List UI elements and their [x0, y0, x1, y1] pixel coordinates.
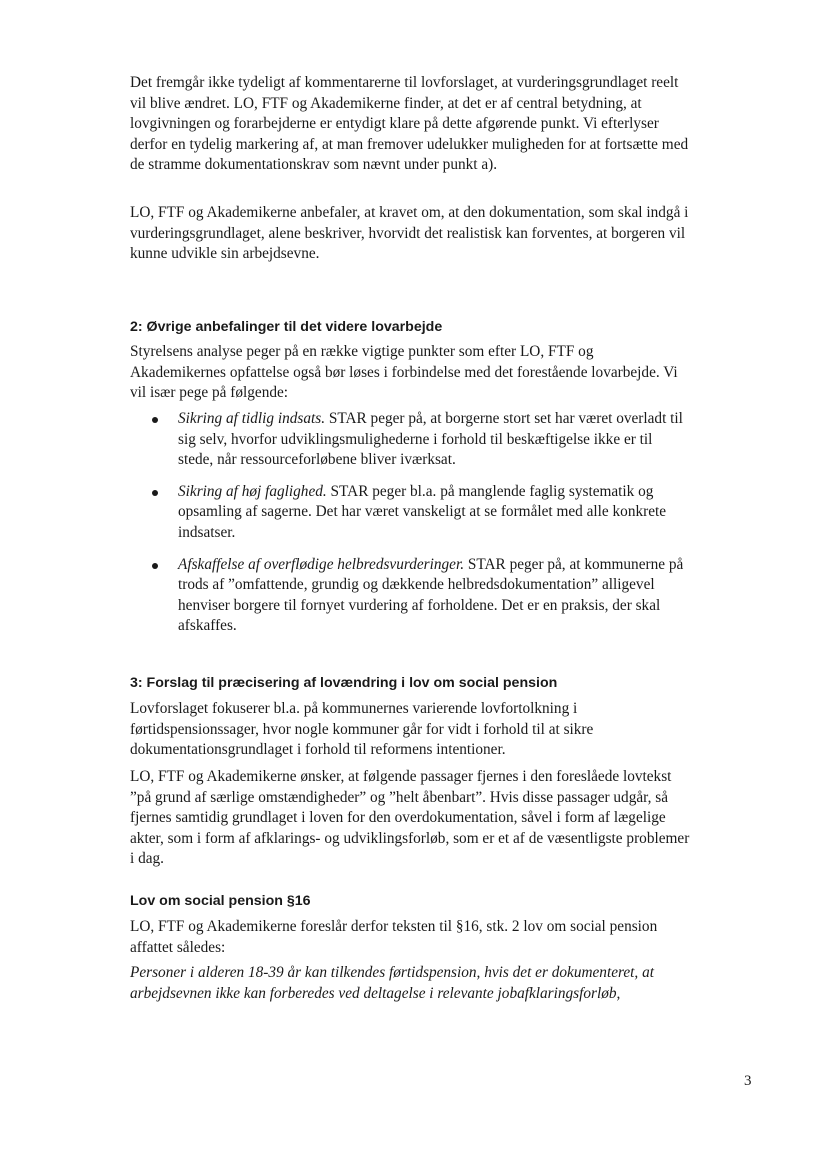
- section-4-paragraph: LO, FTF og Akademikerne foreslår derfor teksten til §16, stk. 2 lov om social pension affattet således:: [130, 918, 658, 956]
- bullet-text: STAR peger på, at kommunerne på trods af ”omfattende, grundig og dækkende helbredsdokumentation” alligevel henviser borgere til fornyet vurdering af forholdene. Det er en praksis, der skal afskaffes.: [178, 555, 684, 635]
- bullet-title: Sikring af tidlig indsats.: [178, 410, 326, 427]
- section-2-heading: 2: Øvrige anbefalinger til det videre lovarbejde: [130, 319, 443, 335]
- paragraph-recommendation: LO, FTF og Akademikerne anbefaler, at kravet om, at den dokumentation, som skal indgå i vurderingsgrundlaget, alene beskriver, hvorvidt det realistisk kan forventes, at borgeren vil kunne udvikle sin arbejdsevne.: [130, 204, 689, 263]
- section-3-paragraph-2: LO, FTF og Akademikerne ønsker, at følgende passager fjernes i den foreslåede lovtekst ”på grund af særlige omstændigheder” og ”helt åbenbart”. Hvis disse passager udgår, så fjernes samtidig grundlaget i loven for den overdokumentation, såvel i form af lægelige akter, som i form af afklarings- og udviklingsforløb, som er et af de væsentligste problemer i dag.: [130, 768, 690, 868]
- section-3-heading: 3: Forslag til præcisering af lovændring i lov om social pension: [130, 675, 558, 691]
- bullet-icon: [152, 490, 158, 496]
- list-item: [130, 482, 690, 544]
- section-2-intro: Styrelsens analyse peger på en række vigtige punkter som efter LO, FTF og Akademikernes opfattelse også bør løses i forbindelse med det forestående lovarbejde. Vi vil især pege på følgende:: [130, 343, 678, 402]
- section-3-paragraph-1: Lovforslaget fokuserer bl.a. på kommunernes varierende lovfortolkning i førtidspensionssager, hvor nogle kommuner går for vidt i forhold til at sikre dokumentationsgrundlaget i forhold til reformens intentioner.: [130, 700, 594, 759]
- section-4-heading: Lov om social pension §16: [130, 893, 311, 909]
- paragraph-assessment-basis: Det fremgår ikke tydeligt af kommentarerne til lovforslaget, at vurderingsgrundlaget reelt vil blive ændret. LO, FTF og Akademikerne finder, at det er af central betydning, at lovgivningen og forarbejderne er entydigt klare på dette afgørende punkt. Vi efterlyser derfor en tydelig markering af, at man fremover udelukker muligheden for at fortsætte med de stramme dokumentationskrav som nævnt under punkt a).: [130, 74, 689, 174]
- bullet-icon: [152, 563, 158, 569]
- bullet-text: STAR peger på, at borgerne stort set har været overladt til sig selv, hvorfor udviklingsmulighederne i forhold til beskæftigelse ikke er til stede, når ressourceforløbene bliver iværksat.: [178, 410, 683, 469]
- page-number: 3: [744, 1073, 752, 1089]
- bullet-title: Afskaffelse af overflødige helbredsvurderinger.: [178, 555, 465, 573]
- bullet-title: Sikring af høj faglighed.: [178, 482, 327, 500]
- list-item: [130, 409, 690, 471]
- recommendation-list: [130, 409, 690, 648]
- proposed-law-text: Personer i alderen 18-39 år kan tilkendes førtidspension, hvis det er dokumenteret, at arbejdsevnen ikke kan forberedes ved deltagelse i relevante jobafklaringsforløb,: [130, 964, 654, 1002]
- bullet-text: STAR peger bl.a. på manglende faglig systematik og opsamling af sagerne. Det har været vanskeligt at se formålet med alle konkrete indsatser.: [178, 482, 667, 541]
- bullet-icon: [152, 417, 158, 423]
- list-item: [130, 555, 690, 637]
